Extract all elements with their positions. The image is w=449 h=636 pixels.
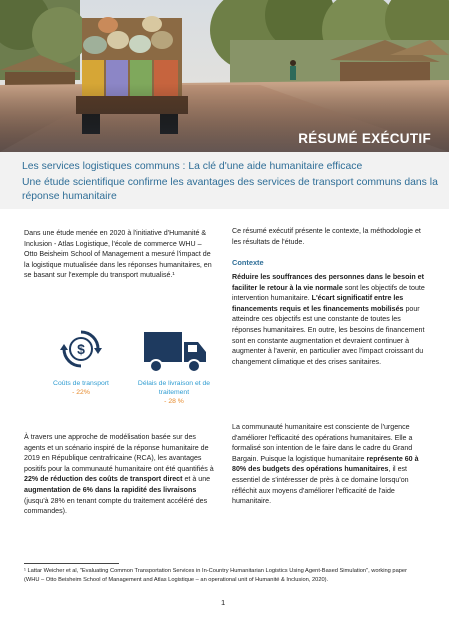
left-body-paragraph	[24, 432, 218, 517]
body-bold: représente 60 à 80% des budgets des opérations humanitaires	[232, 454, 419, 474]
svg-text:$: $	[77, 341, 85, 357]
dollar-cycle-icon	[58, 326, 104, 374]
right-intro-paragraph	[232, 226, 428, 247]
footnote-divider	[24, 563, 119, 564]
hero-image	[0, 0, 449, 152]
body-bold: L'écart significatif entre les financements requis et les financements mobilisés	[232, 294, 404, 313]
truck-photo	[0, 0, 449, 152]
body-text: La communauté humanitaire est consciente de l'urgence d'améliorer l'efficacité des opérations humanitaires. Elle a formalisé son intention de le faire dans le cadre du Grand Bargain. Puisque la logistique humanitaire	[232, 423, 413, 463]
left-intro-paragraph	[24, 228, 216, 281]
stat-label: Délais de livraison et de traitement	[137, 380, 211, 396]
stat-label: Coûts de transport	[53, 380, 109, 387]
body-text: pour atteindre ces objectifs est une constante de toutes les réponses humanitaires. En outre, les besoins de financement sont en constante augmentation et devraient continuer à augmenter à l'avenir, en particulier avec l'impact croissant du changement climatique et des crises sanitaires.	[232, 304, 425, 366]
section-heading-contexte: Contexte	[232, 258, 264, 267]
truck-icon	[140, 326, 210, 376]
body-bold: 22% de réduction des coûts de transport direct	[24, 475, 183, 484]
body-text: sont les objectifs de toute intervention humanitaire.	[232, 283, 425, 303]
body-text: et à une	[182, 475, 211, 484]
stat-delivery-times	[124, 380, 224, 406]
stat-value: - 28 %	[164, 397, 184, 405]
body-text: , il est essentiel de s'intéresser de près à ce domaine lorsqu'on réfléchit aux moyens d'améliorer l'efficacité de l'aide humanitaire.	[232, 465, 409, 506]
body-text: À travers une approche de modélisation basée sur des agents et un scénario inspiré de la réponse humanitaire de 2019 en République centrafricaine (RCA), les avantages positifs pour la communauté humanitaire ont été quantifiés à	[24, 433, 214, 473]
stat-transport-costs	[40, 380, 122, 398]
document-title: RÉSUMÉ EXÉCUTIF	[298, 131, 431, 146]
context-paragraph-1	[232, 272, 430, 367]
subtitle-heading: Les services logistiques communs : La clé d'une aide humanitaire efficace	[22, 161, 363, 172]
right-intro-text: Ce résumé exécutif présente le contexte, la méthodologie et les résultats de l'étude.	[232, 227, 421, 246]
context-paragraph-2	[232, 422, 430, 507]
footnote: ¹ Lattar Weicher et al, "Evaluating Common Transportation Services in In-Country Humanitarian Logistics Using Agent-Based Simulation", working paper (WHU – Otto Beisheim School of Management and Atlas Logistique – an operational unit of Humanité & Inclusion, 2020).	[24, 568, 407, 583]
body-bold: Réduire les souffrances des personnes dans le besoin et faciliter le retour à la vie normale	[232, 273, 424, 292]
subtitle-description: Une étude scientifique confirme les avantages des services de transport communs dans la réponse humanitaire	[22, 177, 438, 202]
left-intro-text: Dans une étude menée en 2020 à l'initiative d'Humanité & Inclusion - Atlas Logistique, l'école de commerce WHU – Otto Beisheim School of Management a mesuré l'impact de la logistique mutualisée dans les réponses humanitaires, en se basant sur l'exemple du transport mutualisé.¹	[24, 229, 212, 280]
subtitle-band	[0, 152, 449, 209]
stat-value: - 22%	[72, 388, 90, 396]
body-text: (jusqu'à 28% en tenant compte du traitement accéléré des commandes).	[24, 496, 208, 516]
page-number: 1	[221, 598, 226, 607]
body-bold: augmentation de 6% dans la rapidité des livraisons	[24, 485, 197, 494]
